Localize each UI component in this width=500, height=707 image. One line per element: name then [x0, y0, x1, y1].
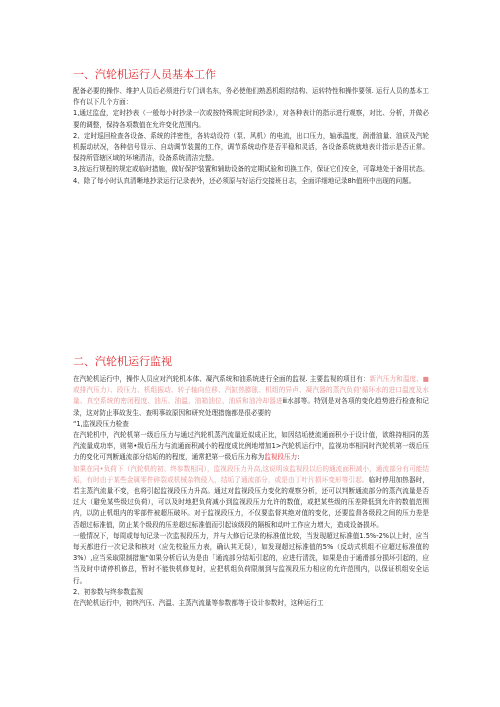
intro-lead: 在汽轮机运行中，操作人员应对汽轮机本体、凝汽系统和油系统进行全面的监视. 主要监视的项目有：	[73, 375, 370, 383]
stage-pressure-rise-text: 临时停用加热器时，若主蒸汽流量不变，也将引起监视段压力升高。通过对监视段压力变化的观察分析，还可以判断通流部分的蒸汽流量是否过大（避免某些级过负荷），可以及时地把负荷减小到监视段压力允许的数值，或把某些级的压差降低到允许的数值范围内，以防止机组内的零部件被超压破坏。对于监视段压力，不仅要监督其绝对值的变化，还要监督各级段之间的压力差是否超过标准值，防止某个级段的压差超过标准值而引起该级段的隔板和动叶工作应力增大，造成设备损坏。	[73, 475, 430, 529]
section-1-paragraph: 2、定时巡回检查各设备、系统的泮密性，各转动设符（泵、风机）的电流，出口压力，轴承温度，润滑油量、油质及汽轮机振动状况，各种信号显示、自动调节装置的工作，调节系统动作是否平稳和灵活，各设备系统就地表计指示是否正常。保持所管辖区域的环境清洁，设备系统清洁完整。	[73, 131, 429, 163]
intro-tail: ⅲ水部等。特别是对各项的变化趋势进行检查和记录，这对防止事故发生、查明事故原因和研究处理措施都是很必要的	[73, 397, 430, 417]
initial-final-parameters-paragraph: 在汽轮机运行中，初终汽压、汽温、主蒸汽流量等参数都等于设计参数时，这种运行工	[73, 599, 324, 608]
section-1-paragraph: 1,通过监盘，定时抄表（一般每小时抄录一次或按特殊规定时间抄录），对各种表计的指示进行观察，对比、分析，并做必要的调整，保持各项数值在允许变化范围内。	[73, 109, 429, 129]
section-2-body	[73, 374, 429, 609]
record-frequency-paragraph: 一般情况下，每周或每旬记录一次监视段压力，并与大修后记录的标准值比较，当发现超过标准值1.5%-2%以上时，应当每天都进行一次记录和核对（应先校验压力表，确认其无误），如发现超过标准值的5%（反动式机组不应超过标准值的3%）,应当采取限制措施"如果分析后认为是由「通流部分结垢引起的，应进行清洗，如果是由于通滑部分损坏引起的，应当及时申请停机修总，暂时不能快机修复时，应把机组负荷限制到与监视段压力相应的允许范围内，以保证机组安全运行。	[73, 531, 429, 585]
section-2-intro-paragraph	[73, 374, 429, 419]
monitored-items-list: 新汽压力和温度、■或排汽压力）、段压力、机组振动、转子轴向位移、汽缸热膨胀、机组的异声、凝汽器的蒸汽负荷'循环水的进口温度及水量、真空系统的密闭程度、油压、油温、油箱油位、油质和油冷却器进	[73, 375, 429, 406]
section-1-paragraph: 4、除了每小时认真清晰地抄录运行记录表外，还必须原与好运行交接班日志，全面详细地记录8h值班中出现的问题。	[73, 176, 416, 185]
section-1-body	[73, 86, 429, 187]
stage-pressure-paragraph	[73, 430, 429, 464]
section-2-heading: 二、汽轮机运行监视	[73, 355, 172, 368]
subheading-stage-pressure: “1,监视段压力检查	[73, 419, 129, 428]
stage-pressure-rise-highlight: 如果在同•负荷下（汽轮机的初、终参数相同），监视段压力升高,这说明该监视段以后的通流面积减小，通流部分有可能结垢，有时由于某些金属零件碎裂或机械杂物侵入，结垢了通流部分，或是由丁叶片损坏变形等引起。	[73, 464, 429, 484]
subheading-initial-final-parameters: 2、初参数与终参数监视	[73, 587, 144, 596]
stage-pressure-rise-paragraph	[73, 464, 429, 531]
section-1-paragraph: 配备必要的操作、维护人员后必须进行专门训名东，务必使他们熟悉机组的结构、运转特性和操作要领. 运行人员的基本工作有以下几个方面：	[73, 87, 429, 107]
section-1-paragraph: 3,按运行规程的规定或临时措施，做好保护装置和辅助设备的定期试验和切换工作，保证它们安全，可靠地处于备用状态。	[73, 165, 429, 174]
stage-pressure-colon: :	[297, 453, 300, 462]
section-1-heading: 一、汽轮机运行人员基本工作	[73, 68, 216, 81]
stage-pressure-text: 在汽轮机中，汽轮机第一级后压力与通过汽轮机蒸汽流量近似成正比，如因结垢使流通面积小于设计值，欲维持相同的蒸汽流量成功率，则第•级后压力与流通面积减小的程度成比例地增加1>汽轮机运行中，监视功率相同时汽轮机第一级后压力的变化可判断通流部分结垢的的程度，通常把第一级后压力称为	[73, 431, 429, 462]
stage-pressure-term: 监视段压力	[264, 453, 298, 462]
